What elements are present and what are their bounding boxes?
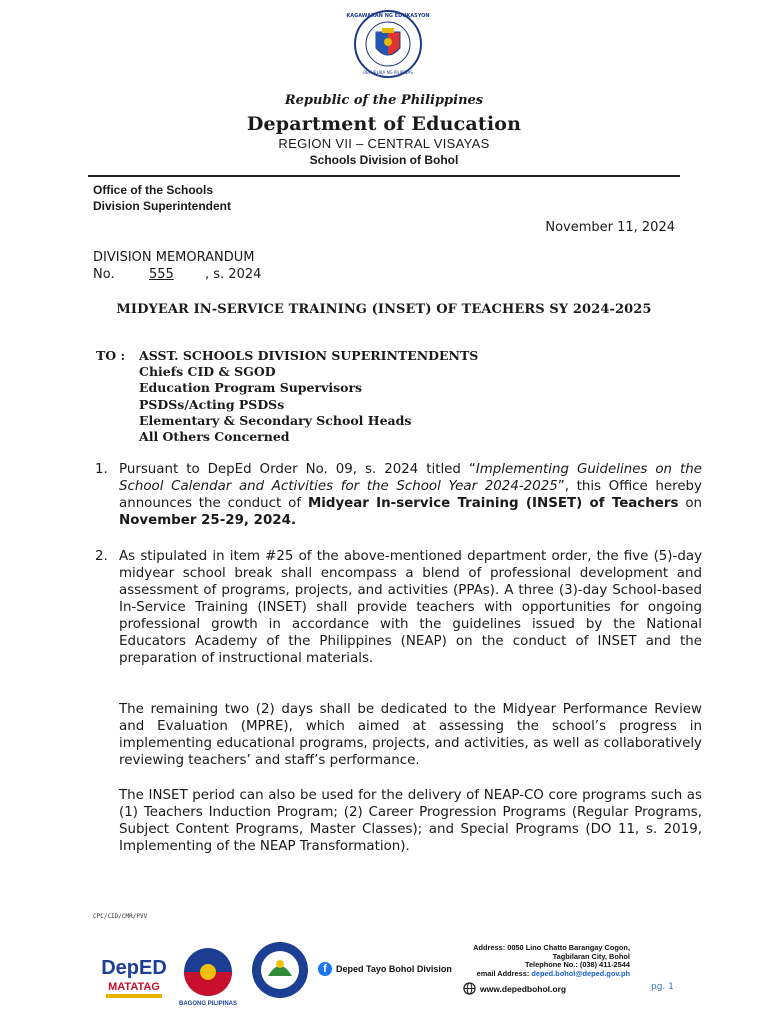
paragraph-3: The remaining two (2) days shall be dedicated to the Midyear Performance Review and Evaluation (MPRE), which aimed at assessing the school’s progress in implementing educational programs, projects, and activities, as well as collaboratively reviewing teachers’ and staff’s performance.: [119, 702, 702, 768]
telephone-line: Telephone No.: (038) 411-2544: [524, 960, 630, 970]
memo-title: MIDYEAR IN-SERVICE TRAINING (INSET) OF TEACHERS SY 2024-2025: [116, 302, 652, 317]
page-number: pg. 1: [651, 982, 674, 992]
office-line-1: Office of the Schools: [93, 183, 214, 197]
memo-no-label: No.: [93, 267, 115, 282]
p1-text-e: on: [678, 496, 703, 511]
email-line: [444, 970, 630, 979]
recipient-list: [139, 348, 478, 445]
matatag-logo-text: MATATAG: [108, 981, 160, 993]
deped-seal-logo: [346, 6, 430, 94]
memo-number-line: [93, 267, 262, 282]
facebook-icon: f: [318, 962, 332, 976]
email-label: email Address:: [476, 968, 532, 978]
p1-text-c: ”, this Office hereby announces the conduct of: [119, 479, 702, 511]
division-of-bohol-seal: [250, 940, 310, 1000]
department-heading: Department of Education: [246, 113, 522, 135]
memo-number: 555: [149, 267, 174, 282]
facebook-page-name: Deped Tayo Bohol Division: [336, 964, 452, 974]
website-url: www.depedbohol.org: [480, 983, 567, 994]
recipient-item: ASST. SCHOOLS DIVISION SUPERINTENDENTS: [139, 348, 479, 363]
globe-icon: [463, 982, 476, 995]
email-link[interactable]: deped.bohol@deped.gov.ph: [531, 968, 630, 978]
memo-date: November 11, 2024: [545, 220, 675, 235]
deped-logo-text: DepED: [101, 957, 167, 979]
seal-text-top: KAGAWARAN NG EDUKASYON: [346, 13, 430, 19]
recipient-item: All Others Concerned: [139, 429, 290, 445]
p1-training-dates: November 25-29, 2024.: [119, 513, 297, 528]
office-line-2: Division Superintendent: [93, 199, 232, 213]
bagong-logo-text: BAGONG PILIPINAS: [178, 1001, 238, 1007]
deped-matatag-logo: [100, 950, 168, 1002]
recipient-item: Chiefs CID & SGOD: [139, 364, 276, 380]
recipient-item: Education Program Supervisors: [139, 380, 363, 396]
office-block: [93, 182, 231, 214]
p1-training-name: Midyear In-service Training (INSET) of Teachers: [307, 496, 679, 511]
bagong-pilipinas-logo: [178, 944, 238, 1008]
memo-type: DIVISION MEMORANDUM: [93, 250, 255, 265]
paragraph-2-number: 2.: [95, 549, 108, 564]
website-link[interactable]: [463, 982, 566, 995]
to-label: TO :: [96, 348, 126, 363]
seal-text-bottom: REPUBLIKA NG PILIPINAS: [363, 70, 413, 75]
reference-code: CPC/CID/CMR/PVV: [93, 913, 148, 920]
recipient-item: PSDSs/Acting PSDSs: [139, 396, 285, 412]
header-divider: [88, 175, 680, 177]
contact-address: [444, 944, 630, 978]
republic-heading: Republic of the Philippines: [284, 93, 484, 108]
memo-series: , s. 2024: [205, 267, 262, 282]
facebook-link[interactable]: [318, 962, 452, 976]
address-line: Address: 0050 Lino Chatto Barangay Cogon,: [473, 943, 630, 952]
recipient-item: Elementary & Secondary School Heads: [139, 412, 412, 428]
p1-order-title: Implementing Guidelines on the School Calendar and Activities for the School Year 2024-2025: [119, 462, 702, 494]
paragraph-4: The INSET period can also be used for the delivery of NEAP-CO core programs such as (1) Teachers Induction Program; (2) Career Progression Programs (Regular Programs, Subject Content Programs, Master Classes); and Special Programs (DO 11, s. 2019, Implementing of the NEAP Transformation).: [119, 788, 702, 854]
paragraph-2: As stipulated in item #25 of the above-mentioned department order, the five (5)-day midyear school break shall encompass a blend of professional development and assessment of programs, projects, and activities (PPAs). A three (3)-day School-based In-Service Training (INSET) shall provide teachers with opportunities for ongoing professional growth in accordance with the guidelines issued by the National Educators Academy of the Philippines (NEAP) on the conduct of INSET and the preparation of instructional materials.: [119, 549, 702, 666]
p1-text-a: Pursuant to DepEd Order No. 09, s. 2024 titled “: [119, 462, 476, 477]
address-line: Tagbilaran City, Bohol: [552, 951, 630, 961]
paragraph-1: [119, 461, 702, 529]
paragraph-1-number: 1.: [95, 462, 108, 477]
division-heading: Schools Division of Bohol: [309, 153, 459, 167]
region-heading: REGION VII – CENTRAL VISAYAS: [278, 136, 490, 151]
